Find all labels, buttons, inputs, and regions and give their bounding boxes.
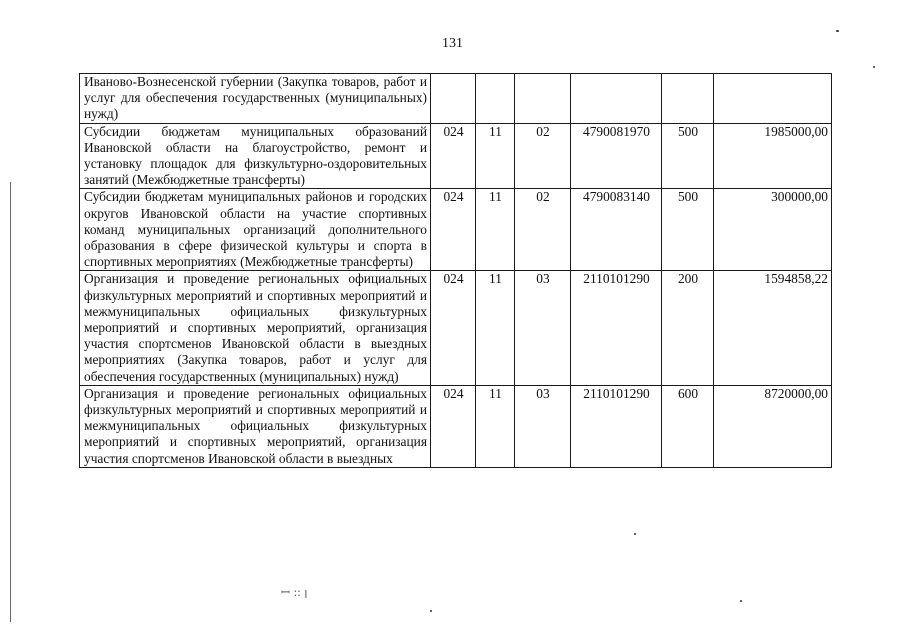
expense-type-code bbox=[662, 74, 714, 124]
row-description: Иваново-Вознесенской губернии (Закупка товаров, работ и услуг для обеспечения государственных (муниципальных) нужд) bbox=[80, 74, 431, 124]
table-row bbox=[80, 123, 832, 189]
ministry-code bbox=[431, 74, 476, 124]
amount-value: 1985000,00 bbox=[714, 123, 832, 189]
subsection-code: 03 bbox=[515, 271, 571, 385]
table-row bbox=[80, 189, 832, 271]
scan-speck bbox=[740, 600, 742, 602]
subsection-code: 03 bbox=[515, 385, 571, 467]
budget-table bbox=[79, 73, 832, 468]
scan-speck bbox=[430, 610, 432, 612]
row-description: Субсидии бюджетам муниципальных районов и городских округов Ивановской области на участие спортивных команд муниципальных организаций дополнительного образования в сфере физической культуры и спорта в спортивных мероприятиях (Межбюджетные трансферты) bbox=[80, 189, 431, 271]
target-article-code: 2110101290 bbox=[571, 385, 662, 467]
section-code: 11 bbox=[476, 271, 515, 385]
target-article-code: 4790083140 bbox=[571, 189, 662, 271]
section-code bbox=[476, 74, 515, 124]
amount-value bbox=[714, 74, 832, 124]
amount-value: 300000,00 bbox=[714, 189, 832, 271]
expense-type-code: 600 bbox=[662, 385, 714, 467]
row-description: Субсидии бюджетам муниципальных образований Ивановской области на благоустройство, ремонт и установку площадок для физкультурно-оздоровительных занятий (Межбюджетные трансферты) bbox=[80, 123, 431, 189]
ministry-code: 024 bbox=[431, 271, 476, 385]
row-description: Организация и проведение региональных официальных физкультурных мероприятий и спортивных мероприятий и межмуниципальных официальных физкультурных мероприятий и спортивных мероприятий, организация участия спортсменов Ивановской области в выездных bbox=[80, 385, 431, 467]
table-body bbox=[80, 74, 832, 468]
target-article-code: 4790081970 bbox=[571, 123, 662, 189]
ministry-code: 024 bbox=[431, 189, 476, 271]
table-row bbox=[80, 385, 832, 467]
expense-type-code: 500 bbox=[662, 123, 714, 189]
scan-speck bbox=[836, 30, 839, 32]
subsection-code: 02 bbox=[515, 189, 571, 271]
subsection-code: 02 bbox=[515, 123, 571, 189]
table-row bbox=[80, 271, 832, 385]
section-code: 11 bbox=[476, 385, 515, 467]
scan-mark: ꟷ ꞉꞉ ꞁ bbox=[281, 586, 308, 599]
ministry-code: 024 bbox=[431, 123, 476, 189]
table-row bbox=[80, 74, 832, 124]
expense-type-code: 500 bbox=[662, 189, 714, 271]
scan-speck bbox=[873, 66, 875, 68]
ministry-code: 024 bbox=[431, 385, 476, 467]
subsection-code bbox=[515, 74, 571, 124]
expense-type-code: 200 bbox=[662, 271, 714, 385]
amount-value: 8720000,00 bbox=[714, 385, 832, 467]
scan-speck bbox=[634, 533, 636, 535]
scan-edge-line bbox=[10, 182, 11, 622]
amount-value: 1594858,22 bbox=[714, 271, 832, 385]
section-code: 11 bbox=[476, 123, 515, 189]
section-code: 11 bbox=[476, 189, 515, 271]
target-article-code: 2110101290 bbox=[571, 271, 662, 385]
page-number: 131 bbox=[442, 36, 463, 51]
row-description: Организация и проведение региональных официальных физкультурных мероприятий и спортивных мероприятий и межмуниципальных официальных физкультурных мероприятий и спортивных мероприятий, организация участия спортсменов Ивановской области в выездных мероприятиях (Закупка товаров, работ и услуг для обеспечения государственных (муниципальных) нужд) bbox=[80, 271, 431, 385]
target-article-code bbox=[571, 74, 662, 124]
